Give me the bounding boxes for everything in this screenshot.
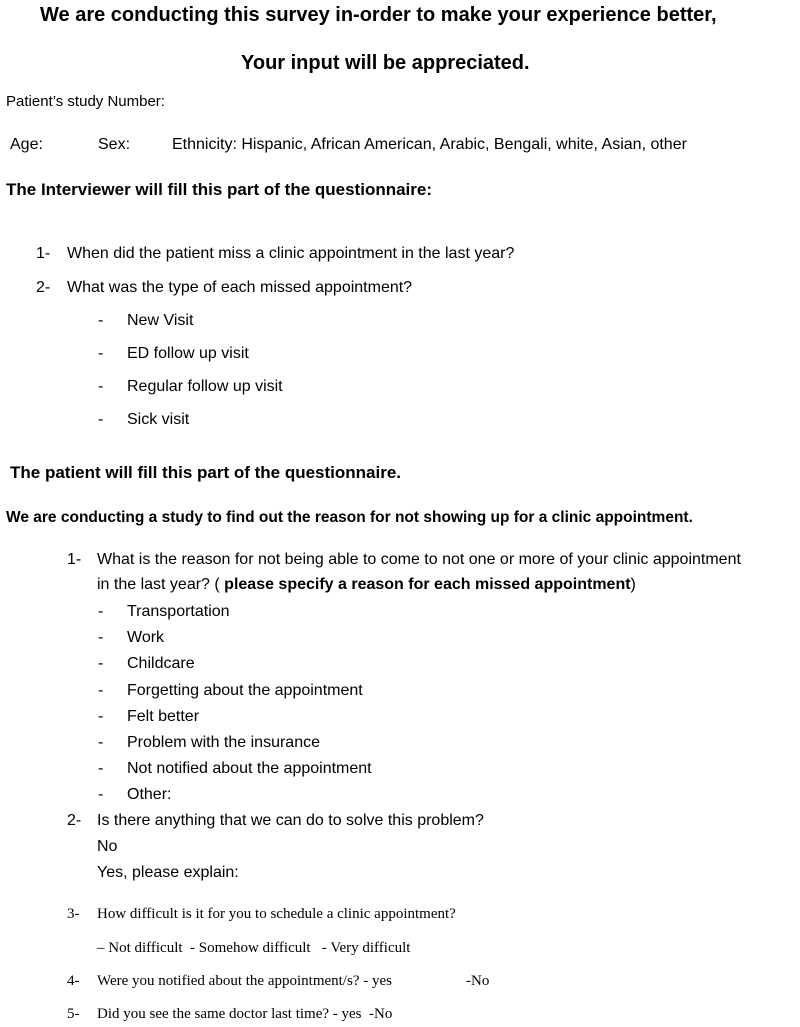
visit-type-dash: -	[98, 411, 104, 428]
reason-dash: -	[98, 629, 104, 646]
visit-type-dash: -	[98, 378, 104, 395]
reason-felt-better: Felt better	[127, 708, 200, 725]
reason-work: Work	[127, 629, 165, 646]
patient-q3-number: 3-	[67, 906, 80, 922]
visit-type-regular-follow-up: Regular follow up visit	[127, 378, 283, 395]
patient-q5-text: Did you see the same doctor last time? - yes -No	[97, 1006, 393, 1022]
patient-q4-number: 4-	[67, 973, 80, 989]
reason-dash: -	[98, 786, 104, 803]
reason-forgetting: Forgetting about the appointment	[127, 682, 363, 699]
patient-q2-no-option: No	[97, 838, 118, 855]
reason-dash: -	[98, 655, 104, 672]
patient-q4-text: Were you notified about the appointment/s? - yes	[97, 973, 392, 989]
visit-type-ed-follow-up: ED follow up visit	[127, 345, 249, 362]
patient-q2-yes-option: Yes, please explain:	[97, 864, 239, 881]
patient-q1-line2-start: in the last year? (	[97, 576, 225, 593]
interviewer-section-heading: The Interviewer will fill this part of the questionnaire:	[6, 180, 433, 199]
visit-type-sick-visit: Sick visit	[127, 411, 190, 428]
reason-not-notified: Not notified about the appointment	[127, 760, 372, 777]
reason-dash: -	[98, 708, 104, 725]
reason-dash: -	[98, 682, 104, 699]
patient-q1-line2-emphasis: please specify a reason for each missed appointment	[224, 576, 631, 593]
survey-title-line1: We are conducting this survey in-order to make your experience better,	[40, 4, 717, 26]
interviewer-q1-text: When did the patient miss a clinic appointment in the last year?	[67, 245, 515, 262]
patient-q3-text: How difficult is it for you to schedule a clinic appointment?	[97, 906, 456, 922]
patient-q2-text: Is there anything that we can do to solve this problem?	[97, 812, 484, 829]
reason-insurance: Problem with the insurance	[127, 734, 320, 751]
survey-title-line2: Your input will be appreciated.	[241, 52, 530, 74]
reason-dash: -	[98, 760, 104, 777]
patient-q1-line2-end: )	[630, 576, 636, 593]
reason-other: Other:	[127, 786, 172, 803]
study-number-label: Patient’s study Number:	[6, 93, 165, 110]
age-label: Age:	[10, 136, 43, 153]
reason-transportation: Transportation	[127, 603, 230, 620]
patient-q1-line1: What is the reason for not being able to come to not one or more of your clinic appointment	[97, 551, 741, 568]
reason-dash: -	[98, 603, 104, 620]
patient-q3-options: – Not difficult - Somehow difficult - Very difficult	[97, 940, 411, 956]
interviewer-q1-number: 1-	[36, 245, 51, 262]
patient-section-intro: We are conducting a study to find out the reason for not showing up for a clinic appointment.	[6, 509, 693, 526]
visit-type-new-visit: New Visit	[127, 312, 194, 329]
visit-type-dash: -	[98, 312, 104, 329]
visit-type-dash: -	[98, 345, 104, 362]
interviewer-q2-number: 2-	[36, 279, 51, 296]
patient-q1-number: 1-	[67, 551, 82, 568]
interviewer-q2-text: What was the type of each missed appointment?	[67, 279, 413, 296]
patient-q4-no-option: -No	[466, 973, 490, 989]
patient-q5-number: 5-	[67, 1006, 80, 1022]
reason-dash: -	[98, 734, 104, 751]
patient-q1-line2	[97, 576, 636, 594]
sex-label: Sex:	[98, 136, 131, 153]
patient-section-heading: The patient will fill this part of the questionnaire.	[10, 463, 402, 482]
patient-q2-number: 2-	[67, 812, 82, 829]
ethnicity-label: Ethnicity: Hispanic, African American, Arabic, Bengali, white, Asian, other	[172, 136, 687, 153]
reason-childcare: Childcare	[127, 655, 195, 672]
